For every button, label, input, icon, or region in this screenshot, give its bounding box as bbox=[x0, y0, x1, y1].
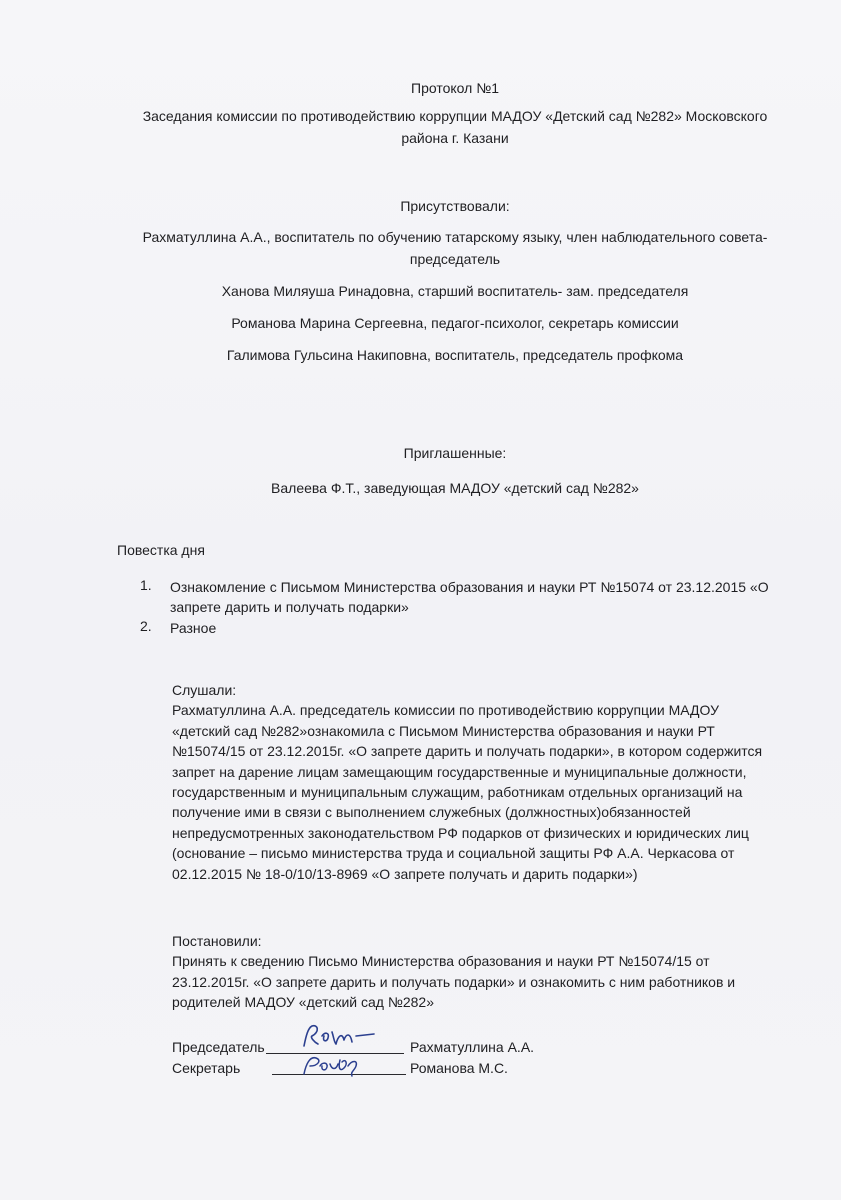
present-member-3: Романова Марина Сергеевна, педагог-психолог, секретарь комиссии bbox=[231, 315, 679, 331]
decided-line: Принять к сведению Письмо Министерства образования и науки РТ №15074/15 от bbox=[172, 953, 710, 970]
present-member-2: Ханова Миляуша Ринадовна, старший воспитатель- зам. председателя bbox=[221, 283, 689, 299]
agenda-line: Ознакомление с Письмом Министерства образования и науки РТ №15074 от 23.12.2015 «О bbox=[170, 579, 769, 595]
agenda-text bbox=[170, 618, 820, 638]
subtitle-line: Заседания комиссии по противодействию коррупции МАДОУ «Детский сад №282» Московского bbox=[142, 108, 768, 124]
heard-section bbox=[172, 680, 812, 884]
heard-line: непредусмотренных законодательством РФ подарков от физических и юридических лиц bbox=[172, 824, 749, 841]
signature-name: Рахматуллина А.А. bbox=[410, 1039, 535, 1055]
present-member-4: Галимова Гульсина Накиповна, воспитатель, председатель профкома bbox=[226, 347, 684, 363]
agenda-number: 1. bbox=[140, 577, 152, 593]
agenda-heading: Повестка дня bbox=[117, 542, 205, 558]
heard-line: 02.12.2015 № 18-0/10/13-8969 «О запрете получать и дарить подарки») bbox=[172, 865, 638, 882]
present-heading: Присутствовали: bbox=[400, 198, 510, 214]
heard-heading: Слушали: bbox=[172, 682, 237, 698]
invited-member: Валеева Ф.Т., заведующая МАДОУ «детский сад №282» bbox=[271, 480, 639, 496]
decided-line: родителей МАДОУ «детский сад №282» bbox=[172, 994, 435, 1011]
subtitle-line: района г. Казани bbox=[401, 130, 509, 146]
heard-line: получение ими в связи с выполнением служебных (должностных)обязанностей bbox=[172, 804, 691, 821]
signature-role: Секретарь bbox=[172, 1060, 241, 1076]
heard-line: Рахматуллина А.А. председатель комиссии по противодействию коррупции МАДОУ bbox=[172, 702, 720, 719]
signature-name: Романова М.С. bbox=[410, 1060, 508, 1076]
present-line: Рахматуллина А.А., воспитатель по обучению татарскому языку, член наблюдательного совета- bbox=[142, 229, 768, 245]
decided-line: 23.12.2015г. «О запрете дарить и получать подарки» и ознакомить с ним работников и bbox=[172, 973, 736, 990]
agenda-line: запрете дарить и получать подарки» bbox=[170, 599, 409, 616]
present-member-1 bbox=[80, 226, 830, 270]
invited-heading: Приглашенные: bbox=[403, 445, 507, 461]
decided-section bbox=[172, 931, 812, 1013]
heard-line: запрет на дарение лицам замещающим государственные и муниципальные должности, bbox=[172, 763, 747, 780]
meeting-subtitle bbox=[80, 105, 830, 149]
heard-line: государственным и муниципальным служащим, работникам отдельных организаций на bbox=[172, 784, 743, 801]
signature-role: Председатель bbox=[172, 1039, 265, 1055]
heard-line: №15074/15 от 23.12.2015г. «О запрете дарить и получать подарки», в котором содержится bbox=[172, 743, 763, 760]
protocol-title: Протокол №1 bbox=[411, 80, 499, 96]
decided-heading: Постановили: bbox=[172, 933, 262, 949]
present-line: председатель bbox=[409, 251, 501, 267]
agenda-number: 2. bbox=[140, 618, 152, 634]
heard-line: «детский сад №282»ознакомила с Письмом Министерства образования и науки РТ bbox=[172, 722, 715, 739]
agenda-text bbox=[170, 577, 820, 618]
agenda-line: Разное bbox=[170, 620, 217, 636]
heard-line: (основание – письмо министерства труда и социальной защиты РФ А.А. Черкасова от bbox=[172, 845, 735, 862]
